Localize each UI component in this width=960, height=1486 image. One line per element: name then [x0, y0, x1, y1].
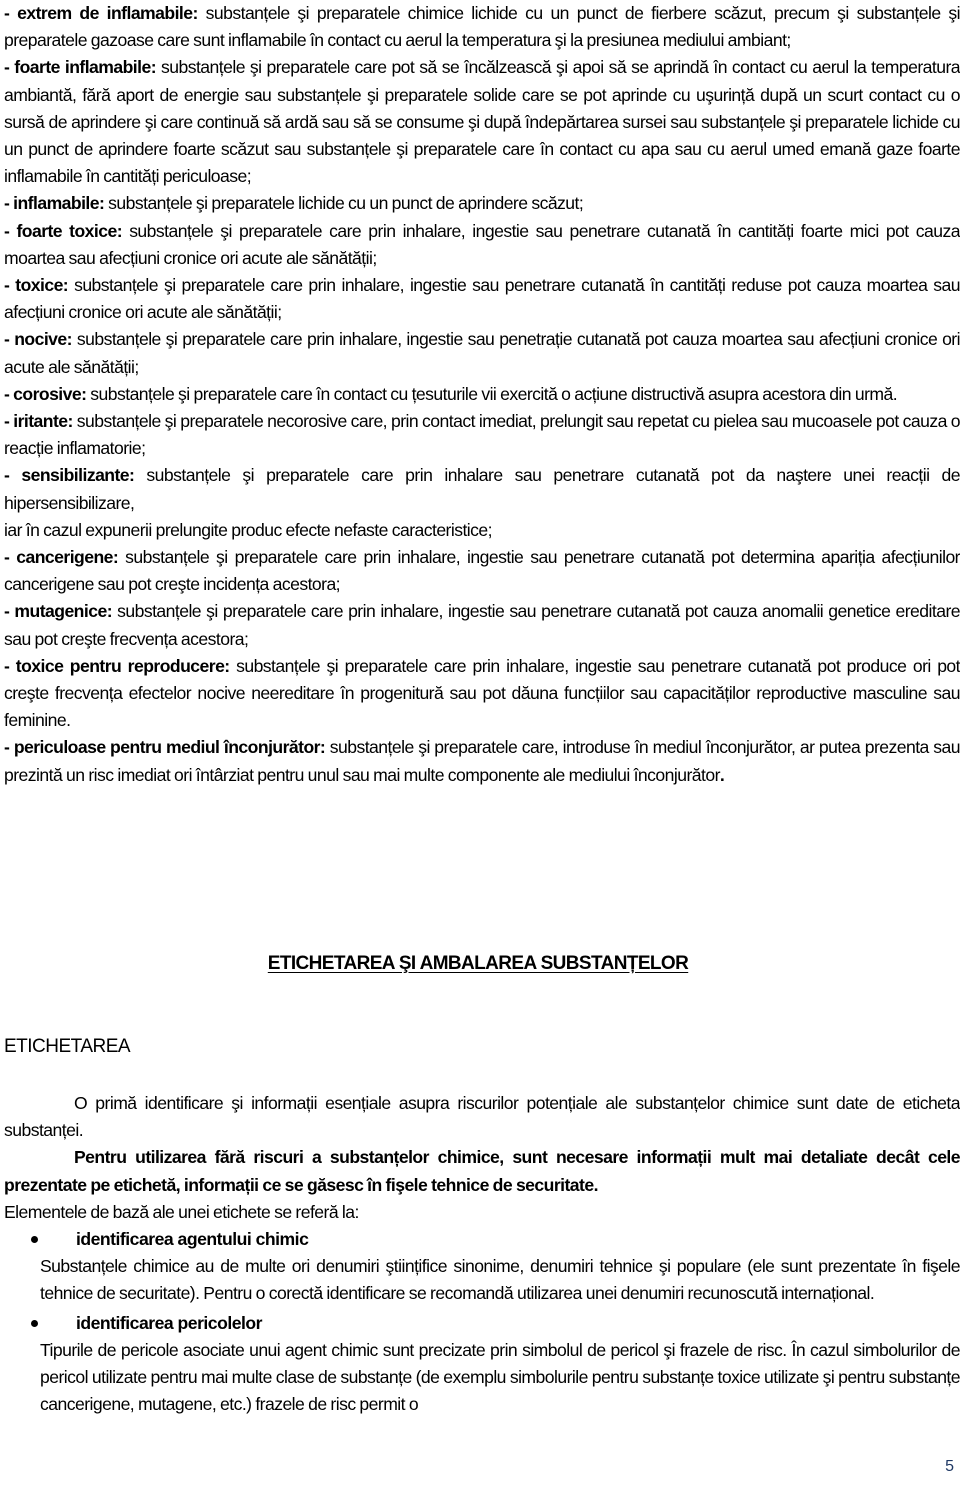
definition-text: substanțele şi preparatele care, introduse în mediul înconjurător, ar putea prezenta sau prezintă un risc imediat ori întârziat pentru unul sau mai multe componente ale mediului înconjurător: [4, 737, 960, 785]
definition-corosive: [4, 381, 960, 408]
definition-cancerigene: [4, 544, 960, 598]
definition-text: substanțele şi preparatele care prin inhalare, ingestie sau penetrație cutanată pot cauza moartea sau afecțiuni cronice ori acute ale sănătății;: [4, 329, 960, 377]
definition-iritante: [4, 408, 960, 462]
bullet-dot-icon: [31, 1236, 38, 1243]
definition-extrem-inflamabile: [4, 0, 960, 54]
definition-term: - nocive:: [4, 329, 72, 350]
definition-term: - toxice:: [4, 275, 69, 296]
definition-toxice-reproducere: [4, 653, 960, 735]
definition-text: substanțele şi preparatele lichide cu un punct de aprindere scăzut;: [104, 193, 584, 214]
section-title: ETICHETAREA ŞI AMBALAREA SUBSTANȚELOR: [267, 953, 689, 974]
label-section: [4, 1090, 960, 1418]
bullet-body: Substanțele chimice au de multe ori denumiri ştiințifice sinonime, denumiri tehnice şi populare (ele sunt prezentate în fişele tehnice de securitate). Pentru o corectă identificare se recomandă utilizarea unei denumiri recunoscută internațional.: [40, 1256, 960, 1304]
definition-text: substanțele şi preparatele care prin inhalare, ingestie sau penetrare cutanată în cantități foarte mici pot cauza moartea sau afecțiuni cronice ori acute ale sănătății;: [4, 220, 960, 268]
definition-text: substanțele şi preparatele care prin inhalare, ingestie sau penetrare cutanată pot determina apariția afecțiunilor cancerigene sau pot creşte incidența acestora;: [4, 547, 960, 595]
definitions-list: [4, 0, 960, 789]
bullet-item: [4, 1310, 960, 1419]
definition-text: substanțele şi preparatele care pot să se încălzească şi apoi să se aprindă în contact cu aerul la temperatura ambiantă, fără aport de energie sau substanțele şi preparatele solide care se pot aprinde cu uşurință după un scurt contact cu o sursă de aprindere şi care continuă să ardă sau să se consume şi după îndepărtarea sursei sau substanțele şi preparatele lichide cu un punct de aprindere foarte scăzut sau substanțele şi preparatele care în contact cu apa sau cu aerul umed emană gaze foarte inflamabile în cantități periculoase;: [4, 57, 960, 187]
definition-foarte-toxice: [4, 218, 960, 272]
definition-term: - extrem de inflamabile:: [4, 3, 198, 23]
definition-text: substanțele şi preparatele chimice lichide cu un punct de fierbere scăzut, precum şi substanțele şi preparatele gazoase care sunt inflamabile în contact cu aerul la temperatura şi la presiunea mediului ambiant;: [4, 3, 960, 51]
definition-term: - foarte toxice:: [4, 220, 123, 241]
bullet-dot-icon: [31, 1320, 38, 1327]
definition-term: - mutagenice:: [4, 601, 112, 622]
definition-term: - iritante:: [4, 411, 73, 432]
definition-text: substanțele şi preparatele care prin inhalare, ingestie sau penetrare cutanată în cantități reduse pot cauza moartea sau afecțiuni cronice ori acute ale sănătății;: [4, 275, 960, 323]
bullet-body: Tipurile de pericole asociate unui agent chimic sunt precizate prin simbolul de pericol şi frazele de risc. În cazul simbolurilor de pericol utilizate pentru mai multe clase de substanțe (de exemplu simbolurile pentru substanțe toxice utilizate şi pentru substanțe cancerigene, mutagene, etc.) frazele de risc permit o: [40, 1339, 960, 1415]
definition-text: substanțele şi preparatele care prin inhalare, ingestie sau penetrare cutanată pot produce ori pot creşte frecvența efectelor nocive neereditare în progenitură sau pot dăuna funcțiilor sau capacităților reproductive masculine sau feminine.: [4, 655, 960, 731]
definition-term: - toxice pentru reproducere:: [4, 655, 230, 676]
definition-sensibilizante: [4, 462, 960, 516]
definition-periculoase-mediu: [4, 734, 960, 788]
bullet-item: [4, 1226, 960, 1308]
elements-intro: Elementele de bază ale unei etichete se referă la:: [4, 1201, 359, 1222]
intro-paragraph: O primă identificare şi informații esențiale asupra riscurilor potențiale ale substanțelor chimice sunt date de eticheta substanței.: [4, 1093, 960, 1141]
definition-mutagenice: [4, 598, 960, 652]
definition-text: substanțele şi preparatele care prin inhalare sau penetrare cutanată pot da naştere unei reacții de hipersensibilizare,: [4, 465, 960, 513]
page-number: 5: [945, 1458, 954, 1475]
definition-term: - inflamabile:: [4, 193, 105, 214]
definition-tail: .: [719, 764, 725, 785]
definition-term: - cancerigene:: [4, 547, 119, 568]
definition-foarte-inflamabile: [4, 54, 960, 190]
bold-paragraph: Pentru utilizarea fără riscuri a substanțelor chimice, sunt necesare informații mult mai detaliate decât cele prezentate pe etichetă, informații ce se găsesc în fişele tehnice de securitate.: [4, 1147, 960, 1195]
definition-text: substanțele şi preparatele care prin inhalare, ingestie sau penetrare cutanată pot cauza anomalii genetice ereditare sau pot creşte frecvența acestora;: [4, 601, 960, 649]
definition-text: substanțele şi preparatele care în contact cu țesuturile vii exercită o acțiune distructivă asupra acestora din urmă.: [86, 383, 898, 404]
definition-text: substanțele şi preparatele necorosive care, prin contact imediat, prelungit sau repetat cu pielea sau mucoasele pot cauza o reacție inflamatorie;: [4, 411, 960, 459]
definition-text: iar în cazul expunerii prelungite produc efecte nefaste caracteristice;: [4, 519, 492, 540]
subheading: ETICHETAREA: [4, 1036, 131, 1057]
definition-inflamabile: [4, 190, 960, 217]
bullet-heading: identificarea agentului chimic: [76, 1229, 309, 1250]
definition-continuation: [4, 517, 960, 544]
bullet-heading: identificarea pericolelor: [76, 1312, 262, 1333]
definition-term: - foarte inflamabile:: [4, 57, 157, 78]
definition-nocive: [4, 326, 960, 380]
definition-term: - corosive:: [4, 383, 87, 404]
definition-term: - periculoase pentru mediul înconjurător:: [4, 737, 326, 758]
definition-term: - sensibilizante:: [4, 465, 135, 486]
definition-toxice: [4, 272, 960, 326]
